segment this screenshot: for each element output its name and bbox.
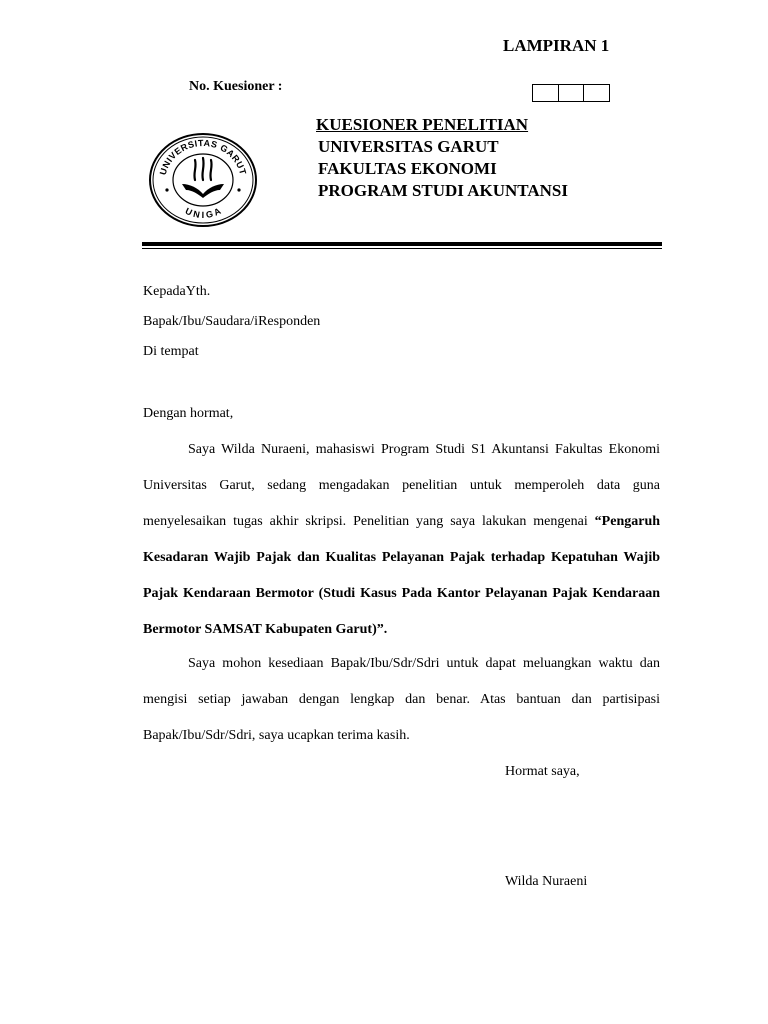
address-respondent: Bapak/Ibu/Saudara/iResponden bbox=[143, 314, 321, 329]
paragraph-1-intro: Saya Wilda Nuraeni, mahasiswi Program Studi S1 Akuntansi Fakultas Ekonomi Universitas Garut, sedang mengadakan penelitian untuk memperoleh data guna menyelesaikan tugas akhir skripsi. Penelitian yang saya lakukan mengenai bbox=[143, 442, 660, 529]
flame-emblem-icon bbox=[194, 158, 211, 180]
title-universitas: UNIVERSITAS GARUT bbox=[318, 137, 499, 156]
svg-text:U N I G A bbox=[184, 206, 223, 220]
title-kuesioner-penelitian: KUESIONER PENELITIAN bbox=[316, 115, 529, 134]
closing-salutation: Hormat saya, bbox=[505, 764, 580, 779]
kuesioner-number-cell[interactable] bbox=[559, 85, 585, 101]
header-divider-thick bbox=[142, 242, 662, 246]
title-fakultas: FAKULTAS EKONOMI bbox=[318, 159, 497, 178]
seal-top-text: UNIVERSITAS GARUT bbox=[157, 137, 249, 177]
body-paragraph-1 bbox=[143, 432, 660, 648]
research-title: “Pengaruh Kesadaran Wajib Pajak dan Kualitas Pelayanan Pajak terhadap Kepatuhan Wajib Pajak Kendaraan Bermotor (Studi Kasus Pada Kantor Pelayanan Pajak Kendaraan Bermotor SAMSAT Kabupaten Garut)”. bbox=[143, 514, 661, 637]
kuesioner-number-cell[interactable] bbox=[533, 85, 559, 101]
signature-name: Wilda Nuraeni bbox=[505, 874, 588, 889]
no-kuesioner-label: No. Kuesioner : bbox=[189, 79, 283, 94]
lampiran-label: LAMPIRAN 1 bbox=[503, 36, 610, 55]
kuesioner-number-cell[interactable] bbox=[584, 85, 609, 101]
seal-bottom-text: U N I G A bbox=[183, 205, 223, 221]
header-divider-thin bbox=[142, 248, 662, 249]
greeting: Dengan hormat, bbox=[143, 406, 234, 421]
book-emblem-icon bbox=[182, 184, 224, 198]
university-seal-logo bbox=[148, 132, 258, 228]
body-paragraph-2: Saya mohon kesediaan Bapak/Ibu/Sdr/Sdri untuk dapat meluangkan waktu dan mengisi setiap jawaban dengan lengkap dan benar. Atas bantuan dan partisipasi Bapak/Ibu/Sdr/Sdri, saya ucapkan terima kasih. bbox=[143, 656, 660, 743]
kuesioner-number-boxes[interactable] bbox=[532, 84, 610, 102]
address-place: Di tempat bbox=[143, 344, 199, 359]
title-program-studi: PROGRAM STUDI AKUNTANSI bbox=[318, 181, 568, 200]
address-recipient: KepadaYth. bbox=[143, 284, 211, 299]
